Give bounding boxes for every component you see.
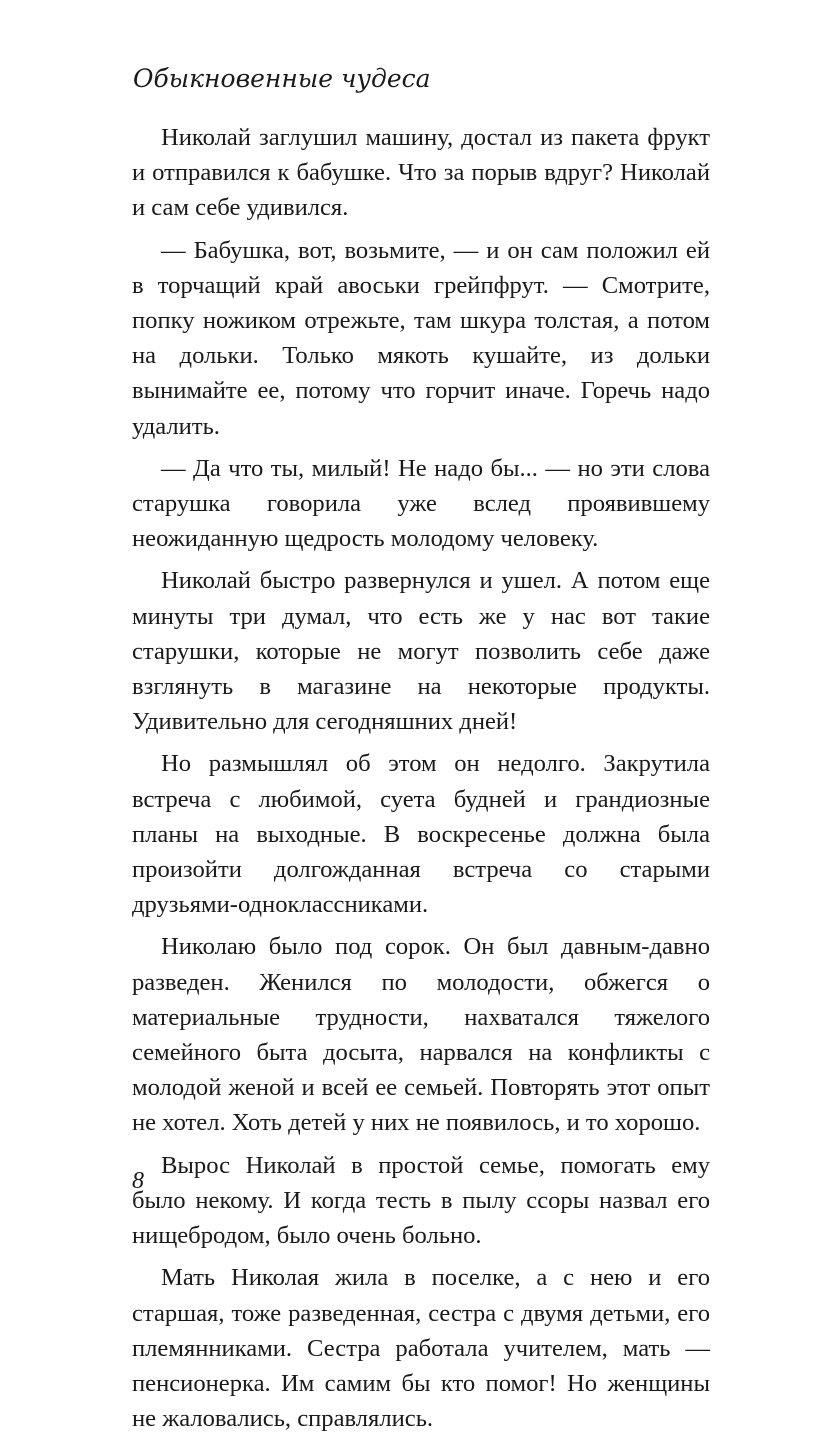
paragraph: Мать Николая жила в поселке, а с нею и его старшая, тоже разведенная, сестра с двумя детьми, его племянниками. Сестра работала учителем, мать — пенсионерка. Им самим бы кто помог! Но женщины не жаловались, справлялись. (132, 1264, 710, 1433)
page-number: 8 (132, 1168, 144, 1194)
body-text (132, 120, 710, 1443)
paragraph: — Бабушка, вот, возьмите, — и он сам положил ей в торчащий край авоськи грейпфрут. — Смотрите, попку ножиком отрежьте, там шкура толстая, а потом на дольки. Только мякоть кушайте, из дольки вынимайте ее, потому что горчит иначе. Горечь надо удалить. (132, 236, 710, 440)
paragraph: Николай быстро развернулся и ушел. А потом еще минуты три думал, что есть же у нас вот такие старушки, которые не могут позволить себе даже взглянуть в магазине на некоторые продукты. Удивительно для сегодняшних дней! (132, 567, 710, 736)
paragraph: — Да что ты, милый! Не надо бы... — но эти слова старушка говорила уже вслед проявившему неожиданную щедрость молодому человеку. (132, 454, 710, 553)
paragraph: Вырос Николай в простой семье, помогать ему было некому. И когда тесть в пылу ссоры назвал его нищебродом, было очень больно. (132, 1151, 710, 1250)
paragraph: Николай заглушил машину, достал из пакета фрукт и отправился к бабушке. Что за порыв вдруг? Николай и сам себе удивился. (132, 124, 710, 222)
paragraph: Но размышлял об этом он недолго. Закрутила встреча с любимой, суета будней и грандиозные планы на выходные. В воскресенье должна была произойти долгожданная встреча со старыми друзьями-одноклассниками. (132, 750, 710, 919)
paragraph: Николаю было под сорок. Он был давным-давно разведен. Женился по молодости, обжегся о материальные трудности, нахватался тяжелого семейного быта досыта, нарвался на конфликты с молодой женой и всей ее семьей. Повторять этот опыт не хотел. Хоть детей у них не появилось, и то хорошо. (132, 933, 710, 1137)
running-title: Обыкновенные чудеса (133, 64, 431, 93)
